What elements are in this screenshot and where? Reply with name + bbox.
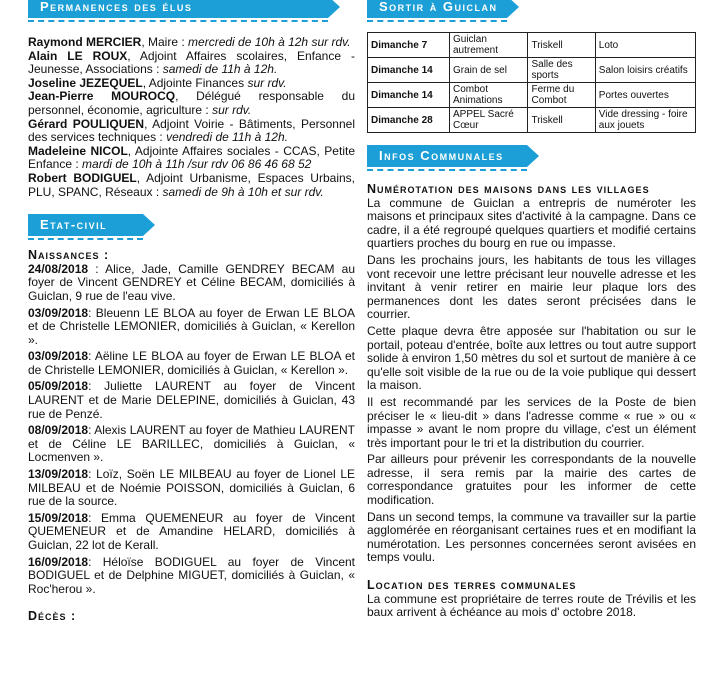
etat-civil-banner: Etat-civil [28,214,143,236]
table-row [368,83,696,108]
permanences-list [28,36,355,199]
permanence-entry: Jean-Pierre MOUROCQ, Délégué responsable du personnel, économie, agriculture : sur rdv. [28,89,356,117]
event-place: Triskell [528,33,595,58]
event-name: Portes ouvertes [595,83,695,108]
event-organizer: Combot Animations [450,83,528,108]
birth-entry: 08/09/2018: Alexis LAURENT au foyer de Mathieu LAURENT et de Céline LE BARILLEC, domiciliés à Guiclan, « Locmenven ». [28,423,355,465]
birth-entry: 13/09/2018: Loïz, Soën LE MILBEAU au foyer de Lionel LE MILBEAU et de Noémie POISSON, domiciliés à Guiclan, 6 rue de la source. [28,467,355,509]
event-organizer: Grain de sel [450,58,528,83]
paragraph: Il est recommandé par les services de la Poste de bien préciser le « lieu-dit » dans l'adresse comme « rue » ou « impasse » avant le nom propre du village, c'est un élément très important pour le tri et la distribution du courrier. [367,394,696,450]
event-date: Dimanche 28 [368,108,450,133]
numerotation-title: Numérotation des maisons dans les villages [367,182,650,196]
paragraph: La commune de Guiclan a entrepris de numéroter les maisons et principaux sites d'activité à la campagne. Dans ce cadre, il a été regroupé quelques quartiers et modifié certains quartiers proches du bourg en rue ou impasse. [367,195,696,251]
permanence-entry: Alain LE ROUX, Adjoint Affaires scolaires, Enfance - Jeunesse, Associations : samedi de 11h à 12h. [28,48,355,77]
event-place: Ferme du Combot [528,83,595,108]
infos-banner: Infos Communales [367,145,527,167]
birth-entry: 03/09/2018: Aëline LE BLOA au foyer de Erwan LE BLOA et de Christelle LEMONIER, domiciliés à Guiclan, « Kerellon ». [28,349,355,377]
birth-entry: 03/09/2018: Bleuenn LE BLOA au foyer de Erwan LE BLOA et de Christelle LEMONIER, domiciliés à Guiclan, « Kerellon ». [28,305,355,347]
permanence-entry: Madeleine NICOL, Adjointe Affaires sociales - CCAS, Petite Enfance : mardi de 10h à 11h /sur rdv 06 86 46 68 52 [28,143,355,172]
naissances-title: Naissances : [28,248,110,263]
event-name: Salon loisirs créatifs [595,58,695,83]
location-title: Location des terres communales [367,578,577,593]
numerotation-section [367,183,696,565]
table-row [368,108,696,133]
birth-entry: 15/09/2018: Emma QUEMENEUR au foyer de Vincent QUEMENEUR et de Amandine HELARD, domiciliés à Guiclan, 22 lot de Kerall. [28,510,355,552]
paragraph: Dans un second temps, la commune va travailler sur la partie agglomérée en réorganisant certaines rues et en modifiant la numérotation. Les personnes concernées seront avisées en temps voulu. [367,509,696,565]
permanence-entry: Joseline JEZEQUEL, Adjointe Finances sur rdv. [28,75,287,90]
permanences-banner: Permanences des élus [28,0,328,18]
birth-entry: 05/09/2018: Juliette LAURENT au foyer de Vincent LAURENT et de Marie DELEPINE, domiciliés à Guiclan, 43 rue de Penzé. [28,379,355,421]
birth-entry: 24/08/2018 : Alice, Jade, Camille GENDREY BECAM au foyer de Vincent GENDREY et Céline BECAM, domiciliés à Guiclan, 9 rue de l'eau vive. [28,261,355,303]
left-column [28,0,355,624]
paragraph: Dans les prochains jours, les habitants de tous les villages vont recevoir une lettre précisant leur nouvelle adresse et les invitant à venir retirer en mairie leur plaque lors des permanences dont les dates seront précisées dans le courrier. [367,252,696,322]
table-row [368,58,696,83]
event-name: Vide dressing - foire aux jouets [595,108,695,133]
event-place: Triskell [528,108,595,133]
location-section [367,579,696,620]
event-organizer: Guiclan autrement [450,33,528,58]
permanence-entry: Raymond MERCIER, Maire : mercredi de 10h à 12h sur rdv. [28,35,351,49]
event-name: Loto [595,33,695,58]
table-row [368,33,696,58]
paragraph: La commune est propriétaire de terres route de Trévilis et les baux arrivent à échéance au mois d' octobre 2018. [367,591,696,620]
naissances-section [28,249,355,624]
event-date: Dimanche 14 [368,83,450,108]
event-date: Dimanche 7 [368,33,450,58]
sortir-banner: Sortir à Guiclan [367,0,507,18]
event-place: Salle des sports [528,58,595,83]
permanence-entry: Gérard POULIQUEN, Adjoint Voirie - Bâtiments, Personnel des services techniques : vendredi de 11h à 12h. [28,116,355,145]
paragraph: Par ailleurs pour prévenir les correspondants de la nouvelle adresse, il sera remis par la mairie des cartes de correspondance gratuites pour les informer de cette modification. [367,452,696,508]
event-organizer: APPEL Sacré Cœur [450,108,528,133]
events-table [367,32,696,133]
permanence-entry: Robert BODIGUEL, Adjoint Urbanisme, Espaces Urbains, PLU, SPANC, Réseaux : samedi de 9h à 10h et sur rdv. [28,170,355,199]
event-date: Dimanche 14 [368,58,450,83]
right-column [367,0,696,620]
paragraph: Cette plaque devra être apposée sur l'habitation ou sur le portail, poteau d'entrée, boîte aux lettres ou tout autre support solide à environ 1,50 mètres du sol et surtout de manière à ce qu'elle soit visible de la rue ou de la voie publique qui dessert la maison. [367,323,696,393]
deces-title: Décès : [28,609,77,624]
birth-entry: 16/09/2018: Héloïse BODIGUEL au foyer de Vincent BODIGUEL et de Delphine MIGUET, domiciliés à Guiclan, « Roc'herou ». [28,554,355,596]
